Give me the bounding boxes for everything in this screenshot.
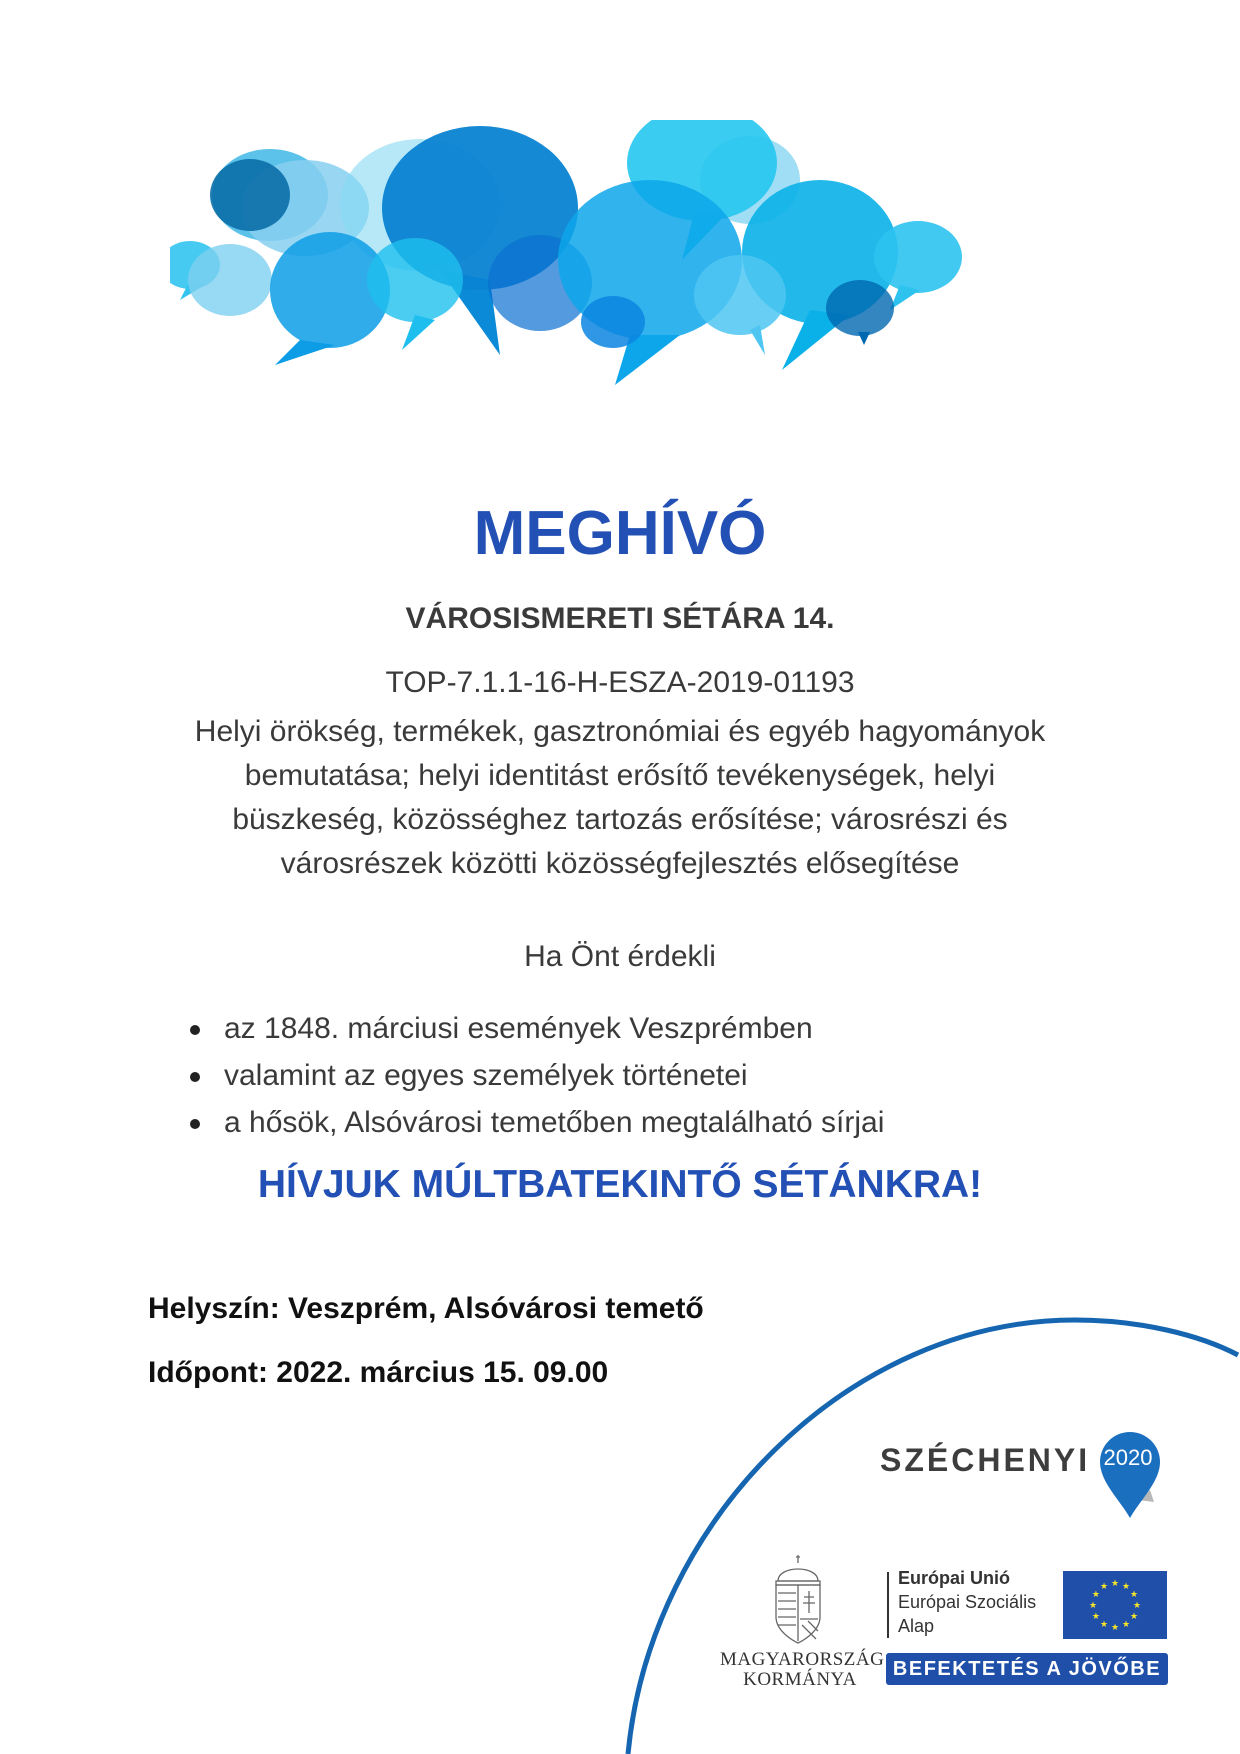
eu-fund-line1: Európai Szociális xyxy=(898,1592,1037,1612)
star-icon: ★ xyxy=(1121,1580,1131,1591)
star-icon: ★ xyxy=(1121,1619,1131,1630)
list-item xyxy=(188,1005,884,1052)
eu-name: Európai Unió xyxy=(898,1568,1010,1588)
star-icon: ★ xyxy=(1110,1578,1120,1588)
szechenyi-logo-text: SZÉCHENYI xyxy=(880,1442,1091,1478)
description-line: Helyi örökség, termékek, gasztronómiai és egyéb hagyományok xyxy=(194,715,1046,748)
list-item-text: valamint az egyes személyek történetei xyxy=(224,1059,748,1092)
interest-list xyxy=(188,1005,884,1146)
list-item-text: a hősök, Alsóvárosi temetőben megtalálható sírjai xyxy=(224,1106,885,1139)
description-line: bemutatása; helyi identitást erősítő tevékenységek, helyi xyxy=(244,759,996,792)
slogan-banner: BEFEKTETÉS A JÖVŐBE xyxy=(886,1653,1168,1685)
star-icon: ★ xyxy=(1132,1600,1142,1610)
list-item xyxy=(188,1099,884,1146)
project-code: TOP-7.1.1-16-H-ESZA-2019-01193 xyxy=(385,666,855,699)
event-location: Helyszín: Veszprém, Alsóvárosi temető xyxy=(148,1292,704,1325)
government-logo-text xyxy=(720,1649,885,1690)
szechenyi-year: 2020 xyxy=(1103,1445,1153,1470)
star-icon: ★ xyxy=(1110,1622,1120,1632)
call-to-action: HÍVJUK MÚLTBATEKINTŐ SÉTÁNKRA! xyxy=(257,1163,983,1206)
star-icon: ★ xyxy=(1099,1580,1109,1591)
speech-bubbles-icon xyxy=(170,120,1070,420)
government-line2: KORMÁNYA xyxy=(743,1669,857,1690)
star-icon: ★ xyxy=(1130,1611,1139,1621)
star-icon: ★ xyxy=(1099,1619,1109,1630)
list-item-text: az 1848. márciusi események Veszprémben xyxy=(224,1012,813,1045)
eu-stars xyxy=(1063,1571,1167,1639)
page-title: MEGHÍVÓ xyxy=(473,499,767,568)
project-description xyxy=(0,710,1240,886)
star-icon: ★ xyxy=(1088,1600,1098,1610)
bullet-icon xyxy=(190,1025,200,1035)
eu-fund-line2: Alap xyxy=(898,1616,935,1636)
bullet-icon xyxy=(190,1119,200,1129)
map-pin-icon xyxy=(1098,1430,1162,1520)
star-icon: ★ xyxy=(1091,1589,1100,1599)
star-icon: ★ xyxy=(1091,1611,1100,1621)
description-line: városrészek közötti közösségfejlesztés elősegítése xyxy=(280,847,960,880)
eu-flag-icon xyxy=(1063,1571,1167,1639)
coat-of-arms-icon xyxy=(770,1555,826,1645)
bubble-group xyxy=(170,120,962,385)
list-item xyxy=(188,1052,884,1099)
description-line: büszkeség, közösséghez tartozás erősítése; városrészi és xyxy=(232,803,1008,836)
eu-divider xyxy=(887,1572,889,1638)
event-subtitle: VÁROSISMERETI SÉTÁRA 14. xyxy=(405,602,835,635)
interest-lead: Ha Önt érdekli xyxy=(524,940,716,973)
star-icon: ★ xyxy=(1130,1589,1139,1599)
bullet-icon xyxy=(190,1072,200,1082)
event-time: Időpont: 2022. március 15. 09.00 xyxy=(148,1356,609,1389)
government-line1: MAGYARORSZÁG xyxy=(720,1649,885,1670)
